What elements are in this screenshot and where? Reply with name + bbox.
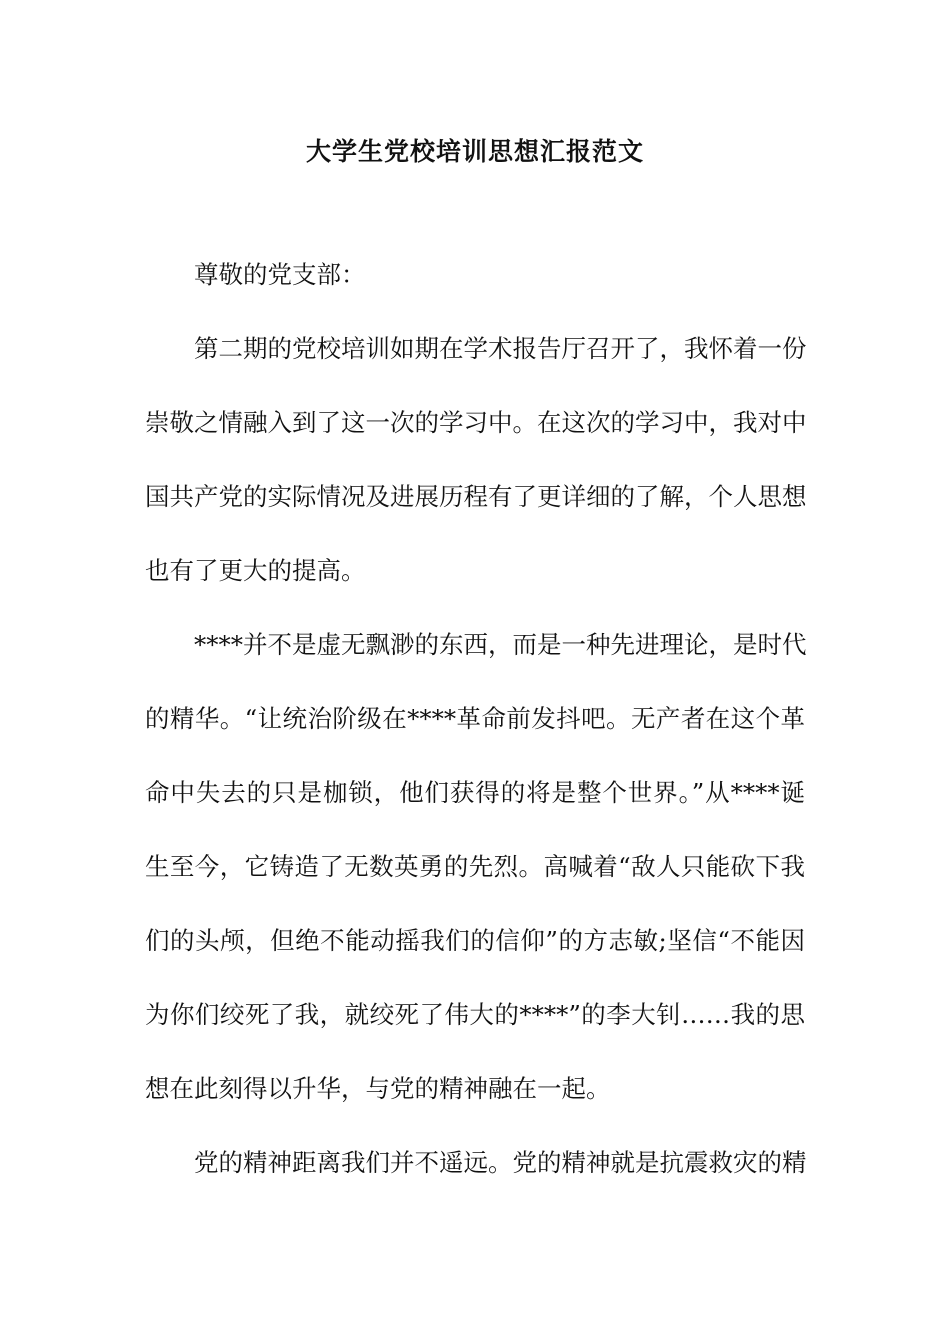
paragraph-line: 命中失去的只是枷锁，他们获得的将是整个世界。”从****诞 (145, 778, 805, 807)
paragraph-line: 国共产党的实际情况及进展历程有了更详细的了解，个人思想 (145, 482, 807, 511)
paragraph-line: 也有了更大的提高。 (145, 556, 366, 585)
paragraph-line: 崇敬之情融入到了这一次的学习中。在这次的学习中，我对中 (145, 408, 807, 437)
paragraph-2 (145, 608, 805, 1126)
paragraph-line: 党的精神距离我们并不遥远。党的精神就是抗震救灾的精 (194, 1148, 807, 1177)
document-body (145, 238, 805, 1200)
paragraph-line: ****并不是虚无飘渺的东西，而是一种先进理论，是时代 (194, 630, 807, 659)
paragraph-line: 们的头颅，但绝不能动摇我们的信仰”的方志敏;坚信“不能因 (145, 926, 805, 955)
paragraph-line: 生至今，它铸造了无数英勇的先烈。高喊着“敌人只能砍下我 (145, 852, 805, 881)
paragraph-line: 想在此刻得以升华，与党的精神融在一起。 (145, 1074, 611, 1103)
paragraph-line: 的精华。“让统治阶级在****革命前发抖吧。无产者在这个革 (145, 704, 805, 733)
greeting: 尊敬的党支部： (194, 260, 366, 289)
paragraph-line: 第二期的党校培训如期在学术报告厅召开了，我怀着一份 (194, 334, 807, 363)
paragraph-line: 为你们绞死了我，就绞死了伟大的****”的李大钊……我的思 (145, 1000, 805, 1029)
paragraph-1 (145, 312, 805, 608)
paragraph-3 (145, 1126, 805, 1200)
document-title: 大学生党校培训思想汇报范文 (305, 137, 644, 166)
